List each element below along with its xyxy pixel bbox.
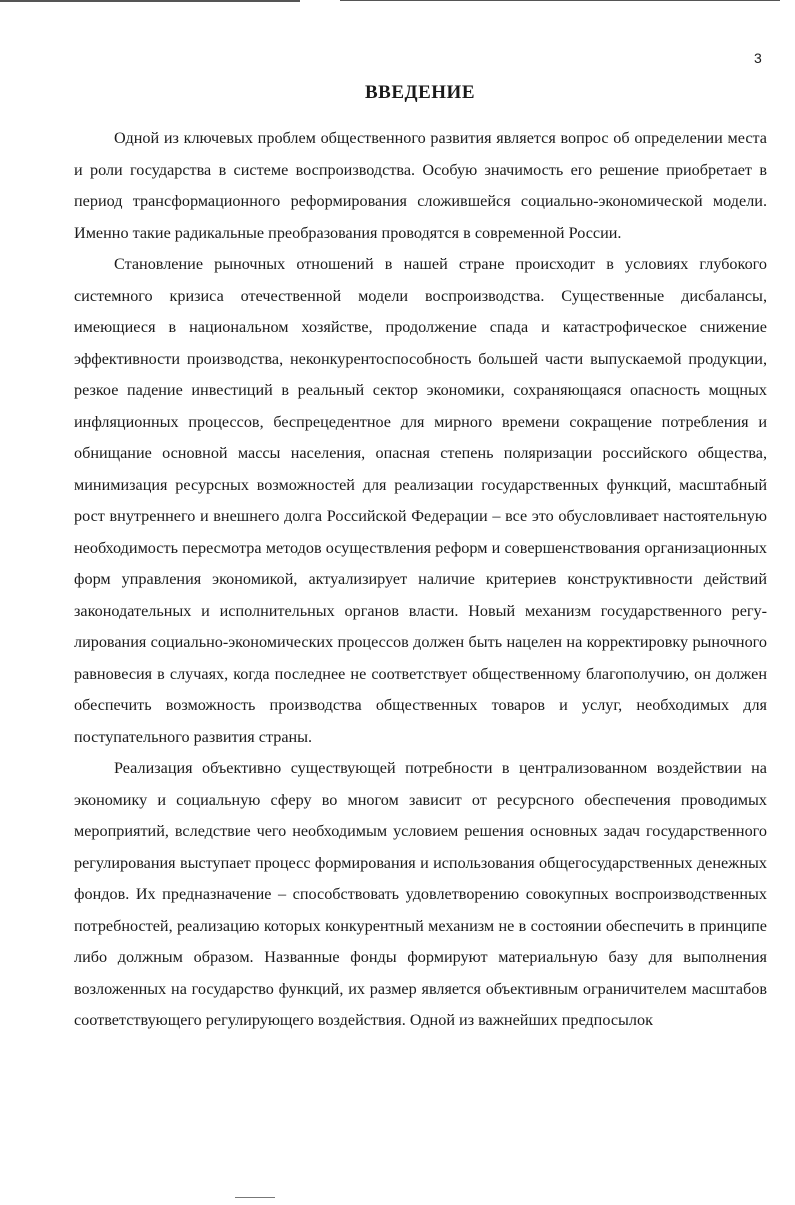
top-edge-line xyxy=(0,0,300,2)
page-number: 3 xyxy=(754,50,762,66)
paragraph: Реализация объективно существующей потребности в централизованном воздействии на экономику и социальную сферу во многом зависит от ресурсного обеспечения проводимых мероприятий, вследствие чего необходимым условием решения основных задач государственного регулирования выступает процесс формирования и использования общегосударственных денежных фондов. Их предназначение – способствовать удовлетворению совокупных воспроизводственных потребностей, реализацию которых конкурентный механизм не в состоянии обеспечить в принципе либо должным образом. Названные фонды формируют материальную базу для выполнения возложенных на государство функций, их размер является объективным ограничителем масштабов соответствующего регулирующего воздействия. Одной из важнейших предпосылок xyxy=(74,759,767,1029)
bottom-edge-line xyxy=(235,1197,275,1198)
top-edge-line xyxy=(340,0,780,1)
document-body xyxy=(74,123,767,1037)
paragraph: Одной из ключевых проблем общественного развития является вопрос об определении места и роли государства в системе воспроизводства. Особую значимость его решение приобретает в период трансформационного реформирования сложившейся социально-экономической модели. Именно такие радикальные преобразования проводятся в современной России. xyxy=(74,129,767,242)
page-title: ВВЕДЕНИЕ xyxy=(365,82,475,103)
paragraph: Становление рыночных отношений в нашей стране происходит в условиях глубокого системного кризиса отечественной модели воспроизводства. Существенные дисбалансы, имеющиеся в национальном хозяйстве, продолжение спада и катастрофическое снижение эффективности производства, неконкурентоспособность большей части выпускаемой продукции, резкое падение инвестиций в реальный сектор экономики, сохраняющаяся опасность мощных инфляционных процессов, беспрецедентное для мирного времени сокращение потребления и обнищание основной массы населения, опасная степень поляризации российского общества, минимизация ресурсных возможностей для реализации государственных функций, масштабный рост внутреннего и внешнего долга Российской Федерации – все это обусловливает настоятельную необходимость пересмотра методов осуществления реформ и совершенствования организационных форм управления экономикой, актуализирует наличие критериев конструктивности действий законодательных и исполнительных органов власти. Новый механизм государственного регулирования социально-экономических процессов должен быть нацелен на корректировку рыночного равновесия в случаях, когда последнее не соответствует общественному благополучию, он должен обеспечить возможность производства общественных товаров и услуг, необходимых для поступательного развития страны. xyxy=(74,255,767,746)
